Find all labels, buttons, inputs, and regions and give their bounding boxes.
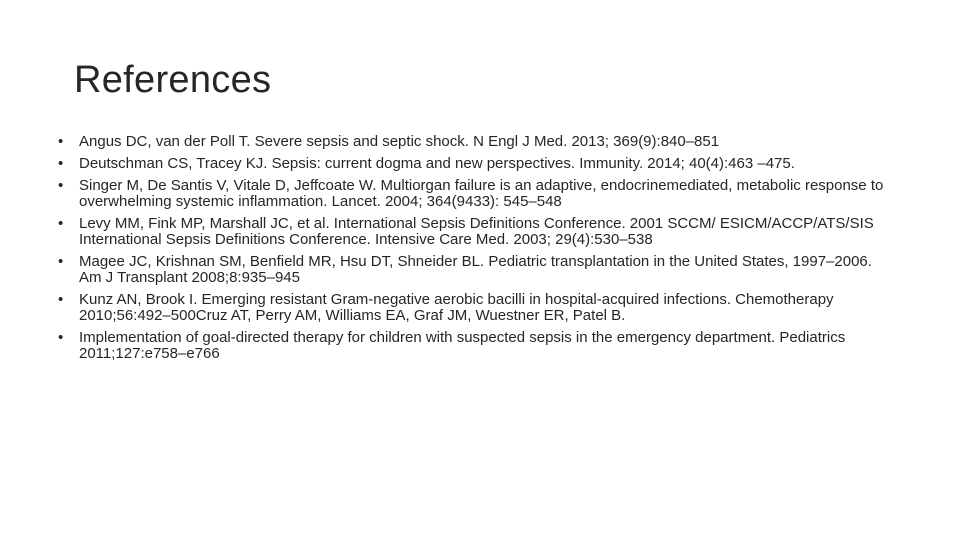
reference-text: Kunz AN, Brook I. Emerging resistant Gram-negative aerobic bacilli in hospital-acquired infections. Chemotherapy 2010;56:492–500Cruz AT, Perry AM, Williams EA, Graf JM, Wuestner ER, Patel B. xyxy=(79,291,834,324)
reference-item xyxy=(58,178,888,210)
reference-text: Implementation of goal-directed therapy for children with suspected sepsis in the emergency department. Pediatrics 2011;127:e758–e766 xyxy=(79,329,846,362)
reference-item xyxy=(58,134,888,150)
bullet-icon: • xyxy=(58,329,64,346)
bullet-icon: • xyxy=(58,133,64,150)
slide-title: References xyxy=(74,59,272,101)
bullet-icon: • xyxy=(58,253,64,270)
reference-text: Levy MM, Fink MP, Marshall JC, et al. International Sepsis Definitions Conference. 2001 SCCM/ ESICM/ACCP/ATS/SIS International Sepsis Definitions Conference. Intensive Care Med. 2003; 29(4):530–538 xyxy=(79,215,874,248)
reference-text: Angus DC, van der Poll T. Severe sepsis and septic shock. N Engl J Med. 2013; 369(9):840–851 xyxy=(79,133,720,150)
reference-item xyxy=(58,292,888,324)
bullet-icon: • xyxy=(58,155,64,172)
reference-text: Singer M, De Santis V, Vitale D, Jeffcoate W. Multiorgan failure is an adaptive, endocrinemediated, metabolic response to overwhelming systemic inflammation. Lancet. 2004; 364(9433): 545–548 xyxy=(79,177,884,210)
reference-list xyxy=(58,134,888,368)
reference-item xyxy=(58,216,888,248)
reference-item xyxy=(58,330,888,362)
reference-text: Deutschman CS, Tracey KJ. Sepsis: current dogma and new perspectives. Immunity. 2014; 40(4):463 –475. xyxy=(79,155,795,172)
bullet-icon: • xyxy=(58,215,64,232)
bullet-icon: • xyxy=(58,291,64,308)
reference-text: Magee JC, Krishnan SM, Benfield MR, Hsu DT, Shneider BL. Pediatric transplantation in the United States, 1997–2006. Am J Transplant 2008;8:935–945 xyxy=(79,253,872,286)
reference-item xyxy=(58,156,888,172)
reference-item xyxy=(58,254,888,286)
bullet-icon: • xyxy=(58,177,64,194)
